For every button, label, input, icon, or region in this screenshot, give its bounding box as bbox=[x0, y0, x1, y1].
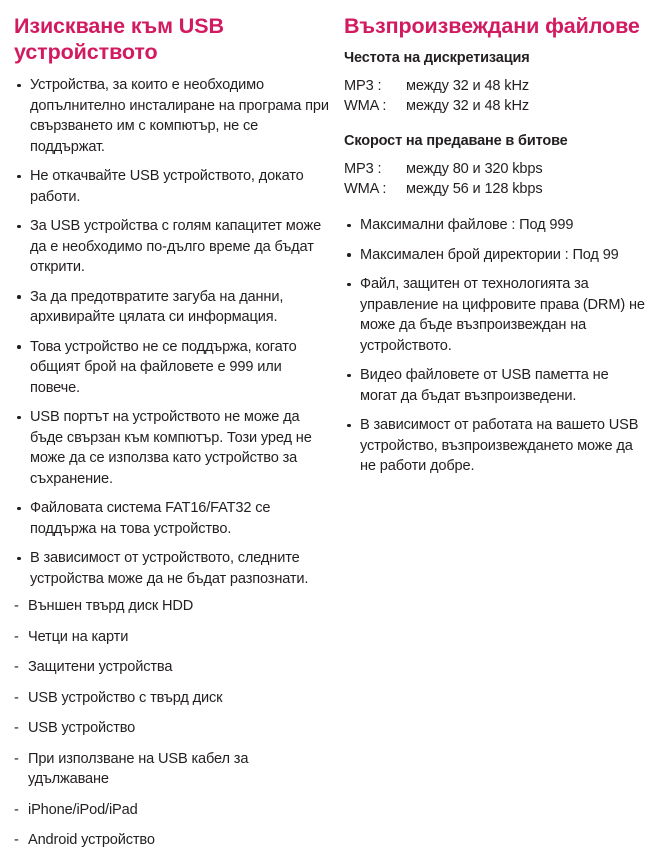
bit-rate-title: Скорост на предаване в битове bbox=[344, 133, 568, 149]
spec-label: WMA : bbox=[344, 98, 387, 114]
list-item: - USB устройство bbox=[14, 718, 330, 739]
list-item: Файловата система FAT16/FAT32 се поддържа на това устройство. bbox=[14, 498, 330, 539]
sampling-rate-table bbox=[344, 76, 529, 116]
table-row bbox=[344, 96, 529, 116]
unrecognized-devices-wrapper bbox=[14, 596, 330, 851]
spec-label: MP3 : bbox=[344, 161, 382, 177]
list-item: Файл, защитен от технологията за управление на цифровите права (DRM) не може да бъде възпроизвеждан на устройството. bbox=[344, 274, 645, 356]
spec-value: между 32 и 48 kHz bbox=[406, 78, 529, 94]
table-row bbox=[344, 179, 543, 199]
left-section-heading: Изискване към USB устройството bbox=[14, 14, 224, 64]
list-item: В зависимост от работата на вашето USB устройство, възпроизвеждането може да не работи добре. bbox=[344, 415, 645, 477]
list-item: Това устройство не се поддържа, когато общият брой на файловете е 999 или повече. bbox=[14, 337, 330, 399]
list-item: - Android устройство bbox=[14, 830, 330, 851]
unrecognized-devices-list bbox=[14, 596, 330, 851]
usb-requirements-list bbox=[14, 75, 330, 589]
list-item: - Защитени устройства bbox=[14, 657, 330, 678]
list-item: За USB устройства с голям капацитет може да е необходимо по-дълго време да бъдат открити. bbox=[14, 216, 330, 278]
sampling-rate-title: Честота на дискретизация bbox=[344, 50, 530, 66]
list-item: За да предотвратите загуба на данни, архивирайте цялата си информация. bbox=[14, 287, 330, 328]
table-row bbox=[344, 76, 529, 96]
list-item: - При използване на USB кабел за удължаване bbox=[14, 749, 330, 790]
list-item: Максимален брой директории : Под 99 bbox=[344, 245, 645, 266]
table-row bbox=[344, 159, 543, 179]
spec-label: MP3 : bbox=[344, 78, 382, 94]
playable-files-notes-list bbox=[344, 215, 645, 477]
list-item: Не откачвайте USB устройството, докато работи. bbox=[14, 166, 330, 207]
list-item: В зависимост от устройството, следните устройства може да не бъдат разпознати. bbox=[14, 548, 330, 589]
spec-value: между 56 и 128 kbps bbox=[406, 181, 543, 197]
spec-label: WMA : bbox=[344, 181, 387, 197]
list-item: - Външен твърд диск HDD bbox=[14, 596, 330, 617]
list-item: Максимални файлове : Под 999 bbox=[344, 215, 645, 236]
list-item: - USB устройство с твърд диск bbox=[14, 688, 330, 709]
bit-rate-table bbox=[344, 159, 543, 199]
right-section-heading: Възпроизвеждани файлове bbox=[344, 14, 640, 38]
spec-value: между 32 и 48 kHz bbox=[406, 98, 529, 114]
list-item: Устройства, за които е необходимо допълнително инсталиране на програма при свързването им с компютър, не се поддържат. bbox=[14, 75, 330, 157]
spec-value: между 80 и 320 kbps bbox=[406, 161, 543, 177]
list-item: - Четци на карти bbox=[14, 627, 330, 648]
right-column bbox=[336, 0, 653, 699]
list-item: - iPhone/iPod/iPad bbox=[14, 800, 330, 821]
list-item: USB портът на устройството не може да бъде свързан към компютър. Този уред не може да се използва като устройство за съхранение. bbox=[14, 407, 330, 489]
list-item: Видео файловете от USB паметта не могат да бъдат възпроизведени. bbox=[344, 365, 645, 406]
